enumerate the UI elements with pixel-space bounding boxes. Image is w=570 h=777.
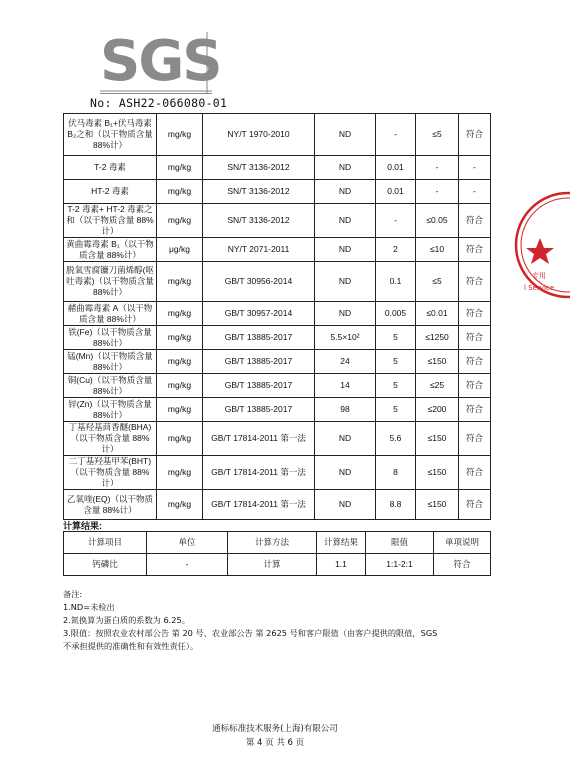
sgs-logo-text: SGS (100, 29, 221, 94)
table-cell: ≤150 (416, 350, 459, 374)
table-cell: 8.8 (376, 490, 416, 520)
note-line: 不承担提供的准确性和有效性责任）。 (63, 641, 199, 651)
table-cell: 符合 (459, 302, 491, 326)
sgs-logo (100, 29, 221, 94)
table-cell: ND (315, 262, 376, 302)
table-cell: - (416, 180, 459, 204)
test-item-name: 赭曲霉毒素 A（以干物质含量 88%计） (64, 302, 157, 326)
table-cell: 5 (376, 326, 416, 350)
table-cell: ND (315, 422, 376, 456)
table-cell: mg/kg (157, 156, 203, 180)
table-cell: mg/kg (157, 180, 203, 204)
table-row (64, 490, 491, 520)
table-cell: ≤5 (416, 114, 459, 156)
table-cell: 5.6 (376, 422, 416, 456)
table-row (64, 156, 491, 180)
test-item-name: 乙氧喹(EQ)（以干物质含量 88%计） (64, 490, 157, 520)
table-cell: ND (315, 490, 376, 520)
note-line: 1.ND=未检出 (63, 602, 115, 612)
calc-cell: 1:1-2:1 (366, 554, 434, 576)
table-cell: ND (315, 114, 376, 156)
report-number: No: ASH22-066080-01 (90, 96, 228, 110)
table-cell: GB/T 13885-2017 (203, 326, 315, 350)
table-cell: mg/kg (157, 114, 203, 156)
table-cell: μg/kg (157, 238, 203, 262)
table-cell: 符合 (459, 262, 491, 302)
table-cell: 0.01 (376, 180, 416, 204)
table-cell: 14 (315, 374, 376, 398)
table-cell: 符合 (459, 490, 491, 520)
calc-cell: 符合 (434, 554, 491, 576)
table-row (64, 262, 491, 302)
table-row (64, 180, 491, 204)
table-cell: 符合 (459, 326, 491, 350)
table-cell: ND (315, 302, 376, 326)
table-cell: mg/kg (157, 456, 203, 490)
table-row (64, 114, 491, 156)
table-cell: ND (315, 456, 376, 490)
table-cell: 98 (315, 398, 376, 422)
table-cell: 符合 (459, 422, 491, 456)
table-cell: 24 (315, 350, 376, 374)
test-item-name: 伏马毒素 B₁+伏马毒素 B₂之和（以干物质含量 88%计） (64, 114, 157, 156)
table-row (64, 326, 491, 350)
table-cell: 2 (376, 238, 416, 262)
table-cell: mg/kg (157, 262, 203, 302)
table-cell: ≤150 (416, 456, 459, 490)
table-cell: ND (315, 180, 376, 204)
table-cell: ND (315, 238, 376, 262)
table-cell: 符合 (459, 238, 491, 262)
calc-cell: 1.1 (317, 554, 366, 576)
table-row (64, 302, 491, 326)
table-row (64, 238, 491, 262)
table-row (64, 350, 491, 374)
table-cell: 8 (376, 456, 416, 490)
table-cell: - (459, 156, 491, 180)
logo-vertical-rule (205, 32, 209, 94)
table-cell: 5.5×10² (315, 326, 376, 350)
table-cell: - (376, 114, 416, 156)
table-cell: GB/T 17814-2011 第一法 (203, 422, 315, 456)
calc-table (63, 531, 491, 576)
table-cell: mg/kg (157, 326, 203, 350)
test-item-name: 黄曲霉毒素 B₁（以干物质含量 88%计） (64, 238, 157, 262)
table-cell: 0.01 (376, 156, 416, 180)
table-cell: 符合 (459, 350, 491, 374)
table-cell: mg/kg (157, 398, 203, 422)
table-cell: 符合 (459, 374, 491, 398)
table-cell: ≤10 (416, 238, 459, 262)
table-row (64, 456, 491, 490)
test-item-name: 锰(Mn)（以干物质含量 88%计） (64, 350, 157, 374)
table-cell: SN/T 3136-2012 (203, 204, 315, 238)
calc-header-row (64, 532, 491, 554)
table-cell: GB/T 17814-2011 第一法 (203, 490, 315, 520)
table-cell: ≤25 (416, 374, 459, 398)
table-cell: SN/T 3136-2012 (203, 156, 315, 180)
table-cell: 符合 (459, 204, 491, 238)
table-cell: ≤0.01 (416, 302, 459, 326)
stamp-text-2: l Service (524, 284, 555, 292)
table-cell: - (459, 180, 491, 204)
table-cell: 0.005 (376, 302, 416, 326)
table-cell: ND (315, 204, 376, 238)
table-cell: 5 (376, 398, 416, 422)
table-cell: SN/T 3136-2012 (203, 180, 315, 204)
calc-title: 计算结果: (63, 521, 102, 531)
test-item-name: 二丁基羟基甲苯(BHT)（以干物质含量 88%计） (64, 456, 157, 490)
footer-page: 第 4 页 共 6 页 (245, 738, 305, 748)
table-row (64, 422, 491, 456)
table-cell: ≤150 (416, 422, 459, 456)
calc-cell: 钙磷比 (64, 554, 147, 576)
stamp-text-1: 专用 (532, 272, 546, 280)
table-cell: mg/kg (157, 302, 203, 326)
table-cell: mg/kg (157, 204, 203, 238)
calc-header: 单项说明 (434, 532, 491, 554)
table-cell: mg/kg (157, 422, 203, 456)
test-item-name: HT-2 毒素 (64, 180, 157, 204)
calc-header: 计算结果 (317, 532, 366, 554)
table-cell: GB/T 30956-2014 (203, 262, 315, 302)
table-cell: ND (315, 156, 376, 180)
table-cell: ≤1250 (416, 326, 459, 350)
calc-header: 计算项目 (64, 532, 147, 554)
table-row (64, 204, 491, 238)
company-stamp (510, 190, 570, 300)
table-cell: ≤150 (416, 490, 459, 520)
test-item-name: 铜(Cu)（以干物质含量 88%计） (64, 374, 157, 398)
test-item-name: 铁(Fe)（以干物质含量 88%计） (64, 326, 157, 350)
calc-header: 单位 (147, 532, 228, 554)
calc-cell: - (147, 554, 228, 576)
table-cell: 符合 (459, 114, 491, 156)
test-item-name: T-2 毒素 (64, 156, 157, 180)
test-item-name: 脱氧雪腐镰刀菌烯醇(呕吐毒素)（以干物质含量 88%计） (64, 262, 157, 302)
footer-company: 通标标准技术服务(上海)有限公司 (212, 724, 338, 734)
table-cell: 符合 (459, 398, 491, 422)
table-row (64, 374, 491, 398)
test-item-name: T-2 毒素+ HT-2 毒素之和（以干物质含量 88%计） (64, 204, 157, 238)
note-line: 备注: (63, 589, 83, 599)
table-cell: ≤5 (416, 262, 459, 302)
table-cell: - (416, 156, 459, 180)
table-cell: 0.1 (376, 262, 416, 302)
table-cell: - (376, 204, 416, 238)
table-cell: 5 (376, 374, 416, 398)
results-table (63, 113, 491, 520)
note-line: 2.氮换算为蛋白质的系数为 6.25。 (63, 615, 190, 625)
note-line: 3.限值：按照农业农村部公告 第 20 号、农业部公告 第 2625 号和客户限值（由客户提供的限值，SGS (63, 628, 438, 638)
table-cell: 符合 (459, 456, 491, 490)
calc-row (64, 554, 491, 576)
notes (63, 588, 437, 653)
calc-cell: 计算 (228, 554, 317, 576)
calc-header: 限值 (366, 532, 434, 554)
test-item-name: 锌(Zn)（以干物质含量 88%计） (64, 398, 157, 422)
table-row (64, 398, 491, 422)
table-cell: mg/kg (157, 490, 203, 520)
table-cell: GB/T 13885-2017 (203, 350, 315, 374)
table-cell: ≤0.05 (416, 204, 459, 238)
table-cell: 5 (376, 350, 416, 374)
table-cell: NY/T 2071-2011 (203, 238, 315, 262)
table-cell: GB/T 30957-2014 (203, 302, 315, 326)
table-cell: mg/kg (157, 374, 203, 398)
table-cell: NY/T 1970-2010 (203, 114, 315, 156)
table-cell: mg/kg (157, 350, 203, 374)
table-cell: GB/T 13885-2017 (203, 374, 315, 398)
table-cell: GB/T 13885-2017 (203, 398, 315, 422)
table-cell: ≤200 (416, 398, 459, 422)
test-item-name: 丁基羟基茴香醚(BHA)（以干物质含量 88%计） (64, 422, 157, 456)
calc-header: 计算方法 (228, 532, 317, 554)
table-cell: GB/T 17814-2011 第一法 (203, 456, 315, 490)
